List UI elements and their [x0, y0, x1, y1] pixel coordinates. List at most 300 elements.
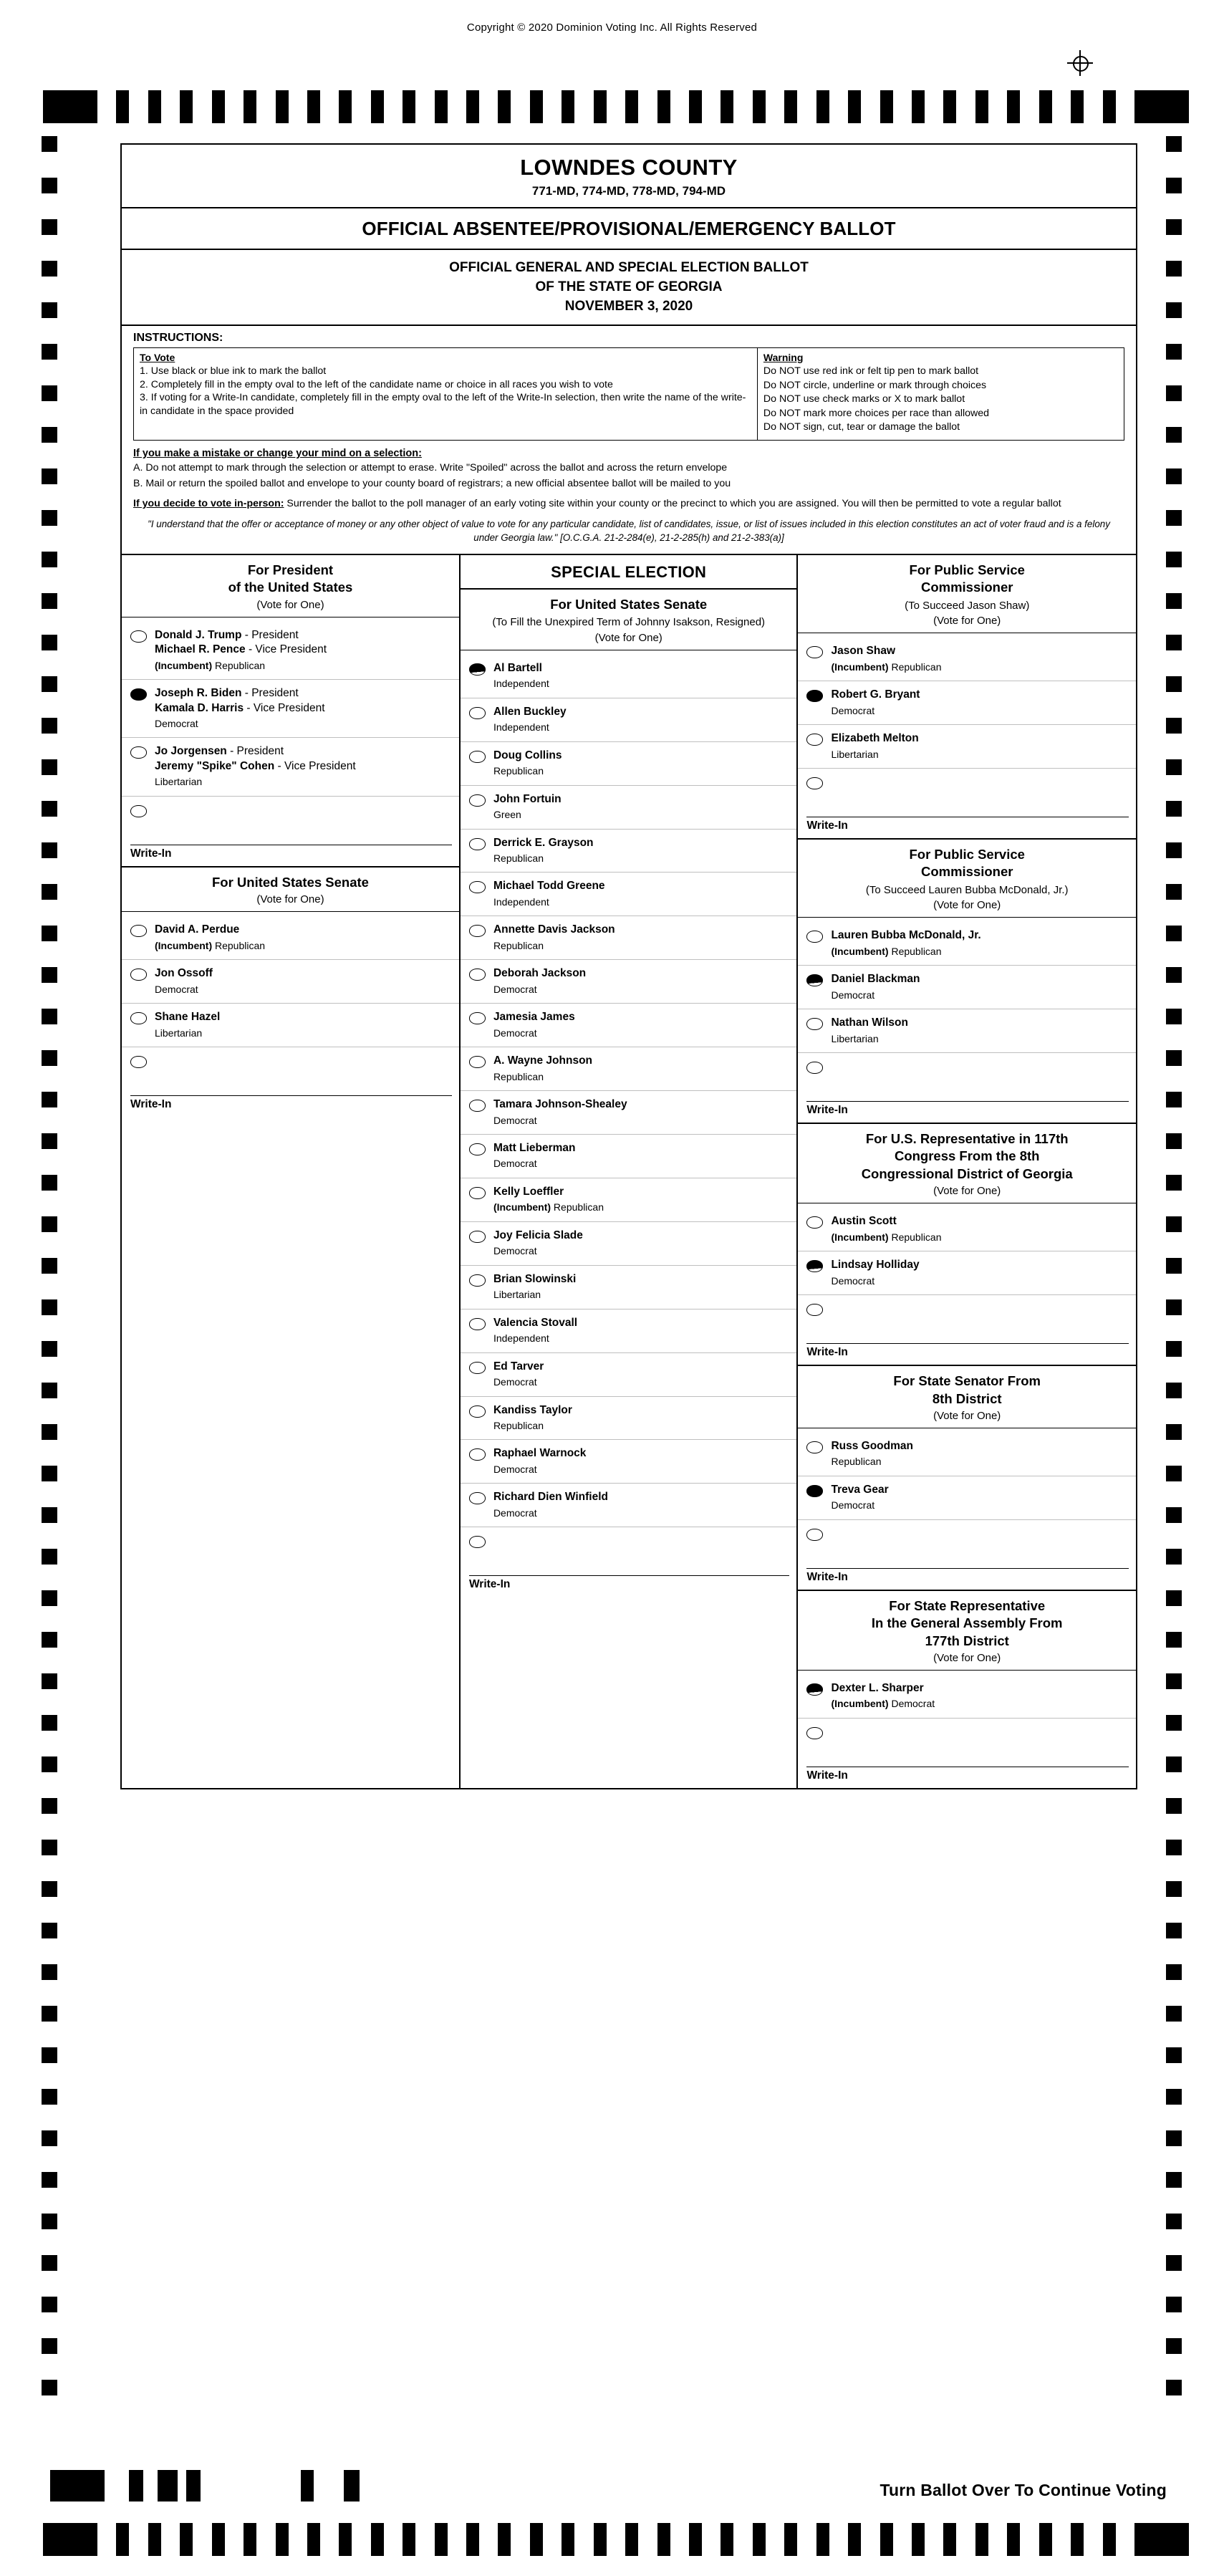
- candidate-party: Independent: [493, 678, 549, 690]
- candidate-option[interactable]: [798, 1675, 1136, 1719]
- candidate-text: [493, 1446, 587, 1476]
- vote-for-instruction: (Vote for One): [594, 631, 662, 644]
- contest: [461, 590, 797, 1597]
- vote-oval[interactable]: [469, 1056, 486, 1068]
- contest-options: [122, 617, 459, 866]
- write-in-oval[interactable]: [469, 1536, 486, 1548]
- write-in-oval[interactable]: [806, 1529, 823, 1541]
- candidate-option[interactable]: [798, 1009, 1136, 1053]
- write-in-area[interactable]: [798, 1319, 1136, 1363]
- vote-oval[interactable]: [469, 751, 486, 763]
- timing-mark: [625, 2523, 638, 2556]
- voter-fraud-attestation: "I understand that the offer or acceptance of money or any other object of value to vote for any particular candidate, list of candidates, issue, or list of issues included in this election constitutes an act of voter fraud and is a felony under Georgia law." [O.C.G.A. 21-2-284(e), 21-2-285(h) and 21-2-383(a)]: [148, 519, 1110, 544]
- timing-mark: [912, 90, 925, 123]
- turn-ballot-over-notice: Turn Ballot Over To Continue Voting: [880, 2481, 1167, 2499]
- timing-mark: [530, 2523, 543, 2556]
- mistake-title: If you make a mistake or change your mind on a selection:: [133, 447, 422, 459]
- vote-oval[interactable]: [806, 1216, 823, 1229]
- candidate-party: (Incumbent) Republican: [493, 1201, 604, 1213]
- timing-mark: [1166, 676, 1182, 692]
- timing-mark: [880, 2523, 893, 2556]
- vote-oval[interactable]: [469, 1274, 486, 1287]
- candidate-party: Libertarian: [155, 776, 203, 788]
- timing-mark: [43, 2523, 97, 2556]
- timing-mark: [42, 926, 57, 941]
- vote-oval[interactable]: [806, 734, 823, 746]
- timing-mark: [753, 2523, 766, 2556]
- candidate-party: Democrat: [493, 983, 537, 995]
- candidate-name: Tamara Johnson-Shealey: [493, 1098, 627, 1111]
- timing-mark: [1166, 842, 1182, 858]
- write-in-oval[interactable]: [806, 1062, 823, 1074]
- candidate-name: Joy Felicia Slade: [493, 1229, 583, 1241]
- timing-mark: [42, 1133, 57, 1149]
- candidate-option[interactable]: [798, 1476, 1136, 1520]
- timing-mark: [721, 2523, 733, 2556]
- candidate-option[interactable]: [461, 742, 797, 786]
- timing-mark: [158, 2470, 178, 2501]
- timing-mark: [42, 2297, 57, 2312]
- timing-mark: [1071, 2523, 1084, 2556]
- timing-mark: [307, 2523, 320, 2556]
- candidate-option[interactable]: [461, 873, 797, 916]
- running-mate-name: Michael R. Pence: [155, 643, 246, 656]
- timing-mark: [1166, 884, 1182, 900]
- timing-mark: [42, 219, 57, 235]
- vote-oval[interactable]: [806, 1485, 823, 1497]
- candidate-option[interactable]: [461, 1222, 797, 1266]
- vote-oval[interactable]: [130, 969, 147, 981]
- write-in-area[interactable]: [798, 792, 1136, 837]
- timing-mark: [42, 1590, 57, 1606]
- contest-options: [798, 1203, 1136, 1365]
- candidate-name: Elizabeth Melton: [831, 732, 919, 745]
- vote-oval[interactable]: [469, 1012, 486, 1024]
- timing-mark: [689, 2523, 702, 2556]
- timing-mark: [339, 2523, 352, 2556]
- vote-oval[interactable]: [130, 1012, 147, 1024]
- timing-mark: [1166, 967, 1182, 983]
- timing-mark: [1166, 2380, 1182, 2395]
- write-in-label: Write-In: [130, 847, 172, 860]
- election-title-block: [122, 250, 1136, 326]
- timing-mark: [1166, 178, 1182, 193]
- timing-mark: [657, 90, 670, 123]
- write-in-oval[interactable]: [130, 1056, 147, 1068]
- registration-target-icon: [1067, 50, 1093, 76]
- write-in-area[interactable]: [798, 1544, 1136, 1588]
- timing-mark: [1166, 1507, 1182, 1523]
- vote-oval[interactable]: [469, 1231, 486, 1243]
- timing-mark: [1166, 2047, 1182, 2063]
- vote-oval[interactable]: [130, 925, 147, 937]
- candidate-option[interactable]: [461, 1004, 797, 1047]
- timing-mark: [42, 178, 57, 193]
- warning-title: Warning: [763, 351, 804, 363]
- contest-header: [461, 590, 797, 650]
- timing-mark: [1166, 759, 1182, 775]
- contest: [122, 868, 459, 1117]
- candidate-name: Deborah Jackson: [493, 967, 587, 980]
- candidate-option[interactable]: [122, 622, 459, 680]
- candidate-option[interactable]: [798, 1251, 1136, 1295]
- write-in-line[interactable]: [806, 795, 1129, 817]
- timing-mark: [42, 1673, 57, 1689]
- timing-mark: [42, 1175, 57, 1191]
- timing-mark: [42, 2089, 57, 2105]
- candidate-text: [831, 1439, 913, 1469]
- write-in-line[interactable]: [806, 1745, 1129, 1767]
- timing-mark: [42, 344, 57, 360]
- candidate-text: [831, 731, 918, 761]
- timing-mark: [276, 2523, 289, 2556]
- timing-mark: [42, 1798, 57, 1814]
- timing-mark: [466, 2523, 479, 2556]
- candidate-party: Democrat: [493, 1506, 537, 1519]
- write-in-option[interactable]: [122, 797, 459, 820]
- candidate-party: Democrat: [493, 1027, 537, 1039]
- write-in-label: Write-In: [806, 820, 848, 832]
- timing-mark: [880, 90, 893, 123]
- candidate-party: Libertarian: [831, 748, 879, 760]
- candidate-party: Democrat: [493, 1376, 537, 1388]
- timing-mark: [1166, 1009, 1182, 1024]
- timing-mark: [1103, 90, 1116, 123]
- candidate-party: Republican: [831, 1456, 882, 1468]
- timing-mark: [1134, 90, 1189, 123]
- candidate-option[interactable]: [461, 1440, 797, 1484]
- timing-mark: [42, 2338, 57, 2354]
- candidate-option[interactable]: [798, 681, 1136, 725]
- candidate-name: Brian Slowinski: [493, 1272, 577, 1285]
- timing-mark: [1166, 385, 1182, 401]
- candidate-name: Daniel Blackman: [831, 973, 920, 986]
- write-in-option[interactable]: [798, 1295, 1136, 1319]
- timing-mark: [403, 90, 415, 123]
- candidate-name: Allen Buckley: [493, 705, 567, 718]
- candidate-option[interactable]: [122, 1004, 459, 1047]
- vote-oval[interactable]: [806, 931, 823, 943]
- contest-title: For Public Service Commissioner: [909, 847, 1025, 880]
- vote-oval[interactable]: [469, 1187, 486, 1199]
- write-in-area[interactable]: [122, 1071, 459, 1115]
- candidate-name: Jamesia James: [493, 1011, 575, 1024]
- timing-mark: [784, 90, 797, 123]
- write-in-label: Write-In: [130, 1098, 172, 1111]
- timing-mark: [1166, 1424, 1182, 1440]
- timing-mark: [466, 90, 479, 123]
- vote-oval[interactable]: [469, 1448, 486, 1461]
- candidate-name: Ed Tarver: [493, 1360, 544, 1373]
- candidate-option[interactable]: [798, 725, 1136, 769]
- warning-box: [758, 347, 1124, 441]
- timing-mark: [42, 2380, 57, 2395]
- mistake-item-b: B. Mail or return the spoiled ballot and envelope to your county board of registrars; a new official absentee ballot will be mailed to you: [133, 478, 731, 490]
- candidate-option[interactable]: [461, 1266, 797, 1309]
- write-in-oval[interactable]: [806, 1304, 823, 1316]
- contest-subtitle: (To Succeed Jason Shaw): [905, 599, 1030, 612]
- candidate-text: [493, 1229, 583, 1258]
- timing-mark: [816, 2523, 829, 2556]
- timing-mark: [1166, 1549, 1182, 1565]
- vote-oval[interactable]: [130, 746, 147, 759]
- candidate-party: Democrat: [831, 1274, 875, 1287]
- timing-mark: [816, 90, 829, 123]
- vote-for-instruction: (Vote for One): [933, 1185, 1001, 1198]
- timing-mark: [42, 1923, 57, 1938]
- timing-mark: [1166, 1673, 1182, 1689]
- timing-marks-right: [1166, 136, 1182, 2414]
- vote-oval[interactable]: [806, 1018, 823, 1030]
- write-in-line[interactable]: [806, 1322, 1129, 1344]
- candidate-option[interactable]: [122, 960, 459, 1004]
- contest-title: For U.S. Representative in 117th Congress From the 8th Congressional District of Georgia: [861, 1131, 1073, 1181]
- candidate-option[interactable]: [122, 738, 459, 796]
- vote-oval[interactable]: [469, 1405, 486, 1418]
- timing-mark: [42, 967, 57, 983]
- vote-oval[interactable]: [806, 646, 823, 658]
- vote-oval[interactable]: [469, 1318, 486, 1330]
- candidate-party: Democrat: [831, 704, 875, 716]
- write-in-option[interactable]: [798, 1520, 1136, 1544]
- write-in-area[interactable]: [122, 820, 459, 865]
- timing-mark: [42, 676, 57, 692]
- candidate-name: Doug Collins: [493, 749, 562, 761]
- candidate-option[interactable]: [798, 922, 1136, 966]
- write-in-area[interactable]: [461, 1551, 797, 1595]
- write-in-line[interactable]: [130, 823, 452, 845]
- write-in-area[interactable]: [798, 1742, 1136, 1787]
- candidate-party: Democrat: [155, 983, 198, 995]
- timing-mark: [344, 2470, 360, 2501]
- write-in-option[interactable]: [798, 1053, 1136, 1077]
- candidate-option[interactable]: [461, 960, 797, 1004]
- candidate-text: [493, 705, 567, 734]
- candidate-text: [493, 1490, 608, 1519]
- candidate-text: [831, 972, 920, 1001]
- timing-mark: [180, 90, 193, 123]
- candidate-text: [493, 879, 605, 908]
- candidate-text: [155, 686, 325, 730]
- vote-oval[interactable]: [806, 1260, 823, 1272]
- candidate-option[interactable]: [461, 786, 797, 830]
- candidate-name: Michael Todd Greene: [493, 880, 605, 893]
- candidate-party: Democrat: [831, 1499, 875, 1512]
- official-ballot-title: OFFICIAL ABSENTEE/PROVISIONAL/EMERGENCY BALLOT: [122, 208, 1136, 250]
- vote-oval[interactable]: [469, 1362, 486, 1374]
- timing-mark: [42, 1964, 57, 1980]
- vote-oval[interactable]: [806, 1683, 823, 1696]
- timing-mark: [594, 90, 607, 123]
- candidate-option[interactable]: [461, 916, 797, 960]
- candidate-name: Derrick E. Grayson: [493, 836, 594, 849]
- vote-oval[interactable]: [469, 838, 486, 850]
- candidate-option[interactable]: [461, 1091, 797, 1135]
- contest-title: For State Representative In the General Assembly From 177th District: [871, 1597, 1063, 1648]
- to-vote-item: 3. If voting for a Write-In candidate, completely fill in the empty oval to the left of the Write-In selection, then write the name of the write-in candidate in the space provided: [140, 392, 746, 417]
- candidate-name: Al Bartell: [493, 661, 542, 674]
- candidate-party: (Incumbent) Republican: [831, 1231, 942, 1243]
- vote-oval[interactable]: [130, 688, 147, 701]
- election-title-line1: OFFICIAL GENERAL AND SPECIAL ELECTION BALLOT: [449, 260, 809, 275]
- candidate-text: [155, 1010, 220, 1039]
- write-in-option[interactable]: [798, 769, 1136, 792]
- timing-mark: [42, 261, 57, 277]
- timing-mark: [42, 427, 57, 443]
- timing-mark: [186, 2470, 201, 2501]
- write-in-option[interactable]: [122, 1047, 459, 1071]
- in-person-title: If you decide to vote in-person:: [133, 498, 284, 510]
- candidate-option[interactable]: [461, 1309, 797, 1353]
- timing-mark: [1166, 1964, 1182, 1980]
- candidate-text: [831, 1214, 941, 1244]
- timing-marks-bottom: [43, 2523, 1189, 2556]
- candidate-option[interactable]: [461, 698, 797, 742]
- vote-oval[interactable]: [469, 925, 486, 937]
- timing-mark: [339, 90, 352, 123]
- vote-oval[interactable]: [469, 794, 486, 807]
- to-vote-item: 1. Use black or blue ink to mark the ballot: [140, 365, 327, 377]
- timing-mark: [42, 2255, 57, 2271]
- contest-header: [798, 1591, 1136, 1671]
- timing-mark: [1166, 1923, 1182, 1938]
- candidate-text: [831, 688, 920, 717]
- timing-mark: [1166, 1050, 1182, 1066]
- contest: [798, 1366, 1136, 1591]
- contest-header: [798, 1124, 1136, 1203]
- vote-oval[interactable]: [469, 1100, 486, 1112]
- timing-mark: [912, 2523, 925, 2556]
- candidate-option[interactable]: [461, 1135, 797, 1178]
- timing-mark: [43, 90, 97, 123]
- candidate-option[interactable]: [798, 638, 1136, 681]
- candidate-option[interactable]: [461, 1047, 797, 1091]
- timing-mark: [1166, 136, 1182, 152]
- timing-mark: [42, 1466, 57, 1481]
- timing-mark: [753, 90, 766, 123]
- candidate-text: [493, 1185, 604, 1214]
- vote-oval[interactable]: [469, 969, 486, 981]
- timing-mark: [1166, 1092, 1182, 1107]
- timing-mark: [1166, 2006, 1182, 2022]
- write-in-option[interactable]: [798, 1719, 1136, 1742]
- candidate-text: [493, 792, 562, 822]
- candidate-option[interactable]: [798, 966, 1136, 1009]
- timing-mark: [1103, 2523, 1116, 2556]
- vote-oval[interactable]: [469, 1143, 486, 1155]
- contest-title: For United States Senate: [211, 874, 369, 890]
- vote-oval[interactable]: [469, 1492, 486, 1504]
- timing-mark: [1039, 90, 1052, 123]
- write-in-oval[interactable]: [806, 777, 823, 789]
- vote-oval[interactable]: [806, 974, 823, 986]
- candidate-option[interactable]: [461, 1353, 797, 1397]
- timing-mark: [42, 1881, 57, 1897]
- mistake-item-a: A. Do not attempt to mark through the selection or attempt to erase. Write "Spoiled" across the ballot and across the return envelope: [133, 461, 728, 474]
- candidate-option[interactable]: [798, 1208, 1136, 1251]
- write-in-line[interactable]: [806, 1080, 1129, 1102]
- vote-oval[interactable]: [469, 707, 486, 719]
- contest-options: [122, 912, 459, 1117]
- vote-oval[interactable]: [806, 1441, 823, 1453]
- timing-mark: [42, 510, 57, 526]
- candidate-option[interactable]: [461, 1178, 797, 1222]
- candidate-option[interactable]: [461, 655, 797, 698]
- candidate-option[interactable]: [122, 680, 459, 738]
- timing-mark: [180, 2523, 193, 2556]
- contest-subtitle: (To Fill the Unexpired Term of Johnny Isakson, Resigned): [492, 616, 766, 629]
- candidate-party: (Incumbent) Republican: [155, 939, 266, 951]
- timing-marks-top: [43, 90, 1189, 123]
- timing-mark: [848, 2523, 861, 2556]
- candidate-text: [831, 1681, 935, 1711]
- candidate-option[interactable]: [122, 916, 459, 960]
- write-in-label: Write-In: [806, 1346, 848, 1359]
- vote-oval[interactable]: [130, 630, 147, 643]
- timing-mark: [1166, 1216, 1182, 1232]
- candidate-option[interactable]: [461, 1484, 797, 1527]
- contest-title: For Public Service Commissioner: [909, 562, 1025, 595]
- write-in-line[interactable]: [469, 1554, 790, 1576]
- timing-mark: [435, 90, 448, 123]
- write-in-option[interactable]: [461, 1527, 797, 1551]
- write-in-oval[interactable]: [130, 805, 147, 817]
- contest-columns: [122, 555, 1136, 1788]
- contest: [461, 555, 797, 590]
- contest-title: SPECIAL ELECTION: [551, 562, 707, 581]
- vote-oval[interactable]: [469, 663, 486, 676]
- candidate-name: Nathan Wilson: [831, 1017, 908, 1029]
- write-in-oval[interactable]: [806, 1727, 823, 1739]
- timing-mark: [42, 1383, 57, 1398]
- vote-oval[interactable]: [469, 881, 486, 893]
- write-in-line[interactable]: [806, 1547, 1129, 1569]
- vote-oval[interactable]: [806, 690, 823, 702]
- contest: [798, 555, 1136, 840]
- candidate-option[interactable]: [798, 1433, 1136, 1476]
- ballot-column-3: [798, 555, 1136, 1788]
- candidate-text: [831, 1016, 908, 1045]
- candidate-name: Donald J. Trump: [155, 628, 242, 641]
- candidate-text: [155, 744, 356, 788]
- candidate-office: - President: [241, 628, 299, 641]
- candidate-party: Democrat: [155, 718, 198, 730]
- candidate-name: Lindsay Holliday: [831, 1259, 920, 1272]
- candidate-name: Russ Goodman: [831, 1439, 913, 1452]
- timing-mark: [1166, 552, 1182, 567]
- candidate-option[interactable]: [461, 1397, 797, 1441]
- candidate-party: (Incumbent) Republican: [155, 659, 266, 671]
- timing-mark: [562, 2523, 574, 2556]
- candidate-party: (Incumbent) Republican: [831, 660, 942, 673]
- instructions-label: INSTRUCTIONS:: [133, 331, 223, 344]
- candidate-option[interactable]: [461, 830, 797, 873]
- warning-item: Do NOT circle, underline or mark through choices: [763, 379, 987, 391]
- vote-for-instruction: (Vote for One): [933, 899, 1001, 912]
- timing-mark: [42, 2006, 57, 2022]
- candidate-name: Matt Lieberman: [493, 1142, 576, 1154]
- write-in-line[interactable]: [130, 1074, 452, 1096]
- timing-mark: [435, 2523, 448, 2556]
- timing-mark: [42, 1840, 57, 1855]
- timing-mark: [42, 1341, 57, 1357]
- ballot-header: [122, 145, 1136, 208]
- write-in-area[interactable]: [798, 1077, 1136, 1121]
- contest-header: [798, 840, 1136, 918]
- county-name: LOWNDES COUNTY: [520, 155, 738, 180]
- timing-mark: [1166, 261, 1182, 277]
- timing-mark: [1007, 2523, 1020, 2556]
